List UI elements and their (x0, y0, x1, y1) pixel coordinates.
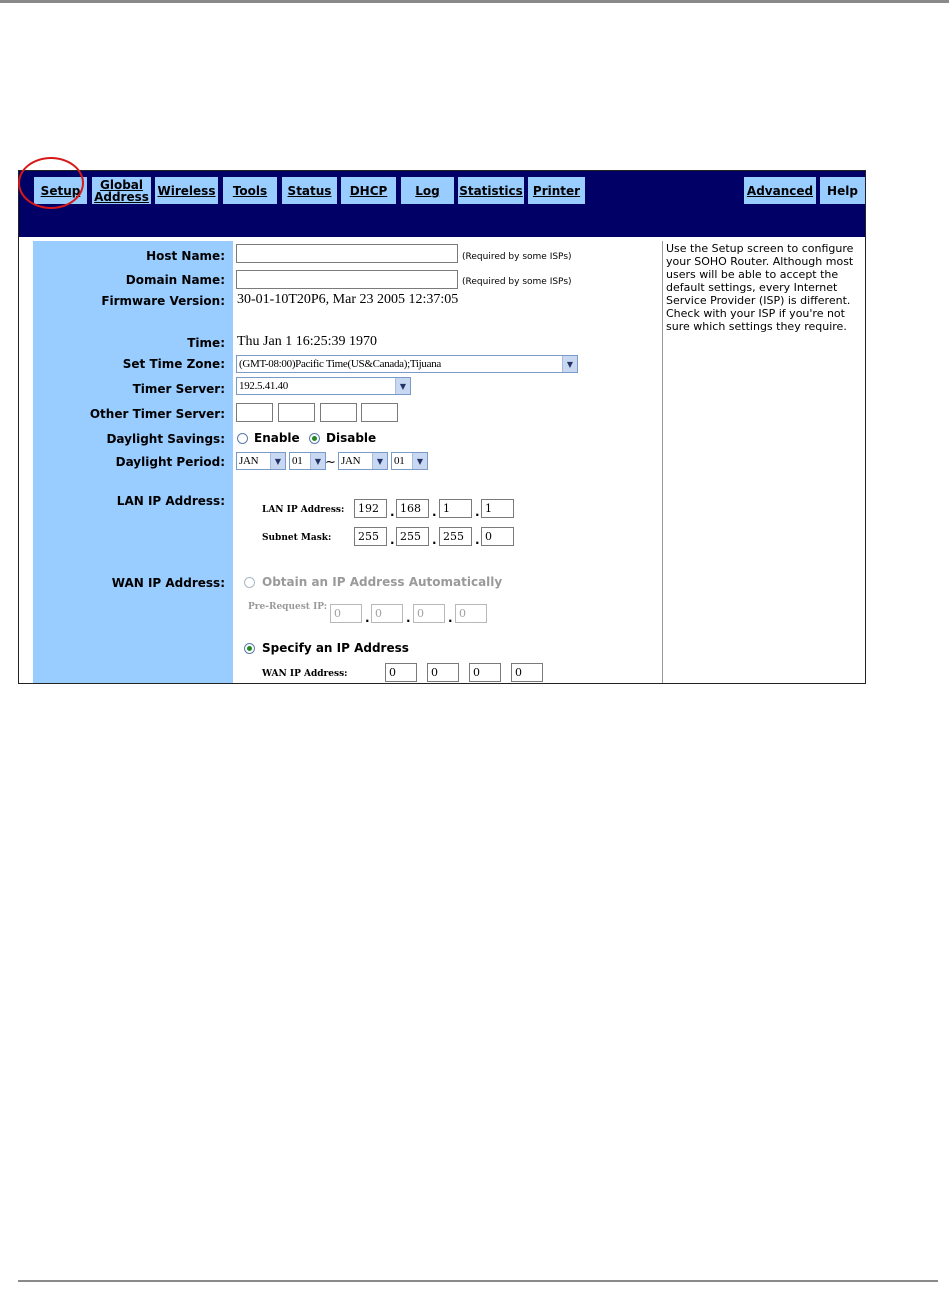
subnet-mask-octet-3[interactable] (439, 527, 472, 546)
tab-wireless-label: Wireless (157, 183, 216, 198)
daylight-start-month-select[interactable] (236, 452, 286, 470)
subnet-mask-sublabel: Subnet Mask: (262, 533, 332, 543)
tab-statistics-label: Statistics (459, 183, 523, 198)
timer-server-value: 192.5.41.40 (239, 380, 288, 392)
daylight-savings-label: Daylight Savings: (106, 432, 225, 446)
daylight-start-day-select[interactable] (289, 452, 326, 470)
tab-wireless[interactable] (155, 177, 218, 204)
subnet-mask-octet-4[interactable] (481, 527, 514, 546)
obtain-ip-auto-radio[interactable] (244, 577, 255, 588)
tab-advanced[interactable] (744, 177, 816, 204)
daylight-disable-radio[interactable] (309, 433, 320, 444)
tab-global-address-line2: Address (94, 189, 149, 204)
help-panel-text: Use the Setup screen to configure your SOHO Router. Although most users will be able to accept the default settings, every Internet Service Provider (ISP) is different. Check with your ISP if you're not sure which settings they require. (666, 242, 854, 333)
lan-ip-octet-2[interactable] (396, 499, 429, 518)
navigation-bar (19, 171, 865, 237)
ip-dot: . (390, 533, 395, 547)
ip-dot: . (432, 505, 437, 519)
time-label: Time: (187, 336, 225, 350)
pre-request-ip-octet-4[interactable] (455, 604, 487, 623)
lan-ip-sublabel: LAN IP Address: (262, 505, 345, 515)
top-rule (0, 0, 949, 3)
time-zone-label: Set Time Zone: (122, 357, 225, 371)
time-zone-select[interactable] (236, 355, 578, 373)
firmware-version-label: Firmware Version: (101, 294, 225, 308)
specify-ip-radio[interactable] (244, 643, 255, 654)
daylight-start-month-value: JAN (239, 455, 259, 467)
ip-dot: . (475, 505, 480, 519)
tab-dhcp-label: DHCP (349, 183, 388, 198)
pre-request-ip-octet-2[interactable] (371, 604, 403, 623)
tab-tools[interactable] (223, 177, 277, 204)
tab-advanced-label: Advanced (746, 183, 814, 198)
tab-global-address[interactable] (92, 177, 151, 204)
ip-dot: . (448, 611, 453, 625)
chevron-down-icon: ▼ (270, 453, 285, 469)
label-column (33, 241, 233, 684)
router-setup-window (18, 170, 866, 684)
tab-setup[interactable] (34, 177, 87, 204)
tab-log[interactable] (401, 177, 454, 204)
ip-dot: . (365, 611, 370, 625)
daylight-enable-label: Enable (254, 431, 300, 445)
tab-global-address-line1: Global (99, 177, 143, 192)
other-timer-server-octet-2[interactable] (278, 403, 315, 422)
wan-ip-octet-3[interactable] (469, 663, 501, 682)
domain-name-input[interactable] (236, 270, 458, 289)
wan-ip-sublabel: WAN IP Address: (262, 669, 348, 679)
daylight-enable-radio[interactable] (237, 433, 248, 444)
lan-ip-octet-4[interactable] (481, 499, 514, 518)
chevron-down-icon: ▼ (395, 378, 410, 394)
subnet-mask-octet-1[interactable] (354, 527, 387, 546)
daylight-start-day-value: 01 (292, 455, 303, 467)
wan-ip-octet-1[interactable] (385, 663, 417, 682)
tab-printer[interactable] (528, 177, 585, 204)
specify-ip-label: Specify an IP Address (262, 641, 409, 655)
tab-tools-label: Tools (232, 183, 268, 198)
tab-statistics[interactable] (458, 177, 524, 204)
wan-ip-address-label: WAN IP Address: (111, 576, 225, 590)
pre-request-ip-label: Pre-Request IP: (248, 602, 328, 612)
daylight-end-day-value: 01 (394, 455, 405, 467)
timer-server-label: Timer Server: (132, 382, 225, 396)
tab-printer-label: Printer (532, 183, 581, 198)
help-divider (662, 241, 663, 684)
domain-name-note: (Required by some ISPs) (462, 277, 572, 287)
time-zone-value: (GMT-08:00)Pacific Time(US&Canada);Tijuana (239, 358, 441, 370)
pre-request-ip-octet-3[interactable] (413, 604, 445, 623)
tab-log-label: Log (415, 183, 440, 198)
subnet-mask-octet-2[interactable] (396, 527, 429, 546)
ip-dot: . (390, 505, 395, 519)
chevron-down-icon: ▼ (372, 453, 387, 469)
wan-ip-octet-4[interactable] (511, 663, 543, 682)
other-timer-server-octet-1[interactable] (236, 403, 273, 422)
host-name-note: (Required by some ISPs) (462, 252, 572, 262)
tab-status[interactable] (282, 177, 337, 204)
wan-ip-octet-2[interactable] (427, 663, 459, 682)
ip-dot: . (406, 611, 411, 625)
ip-dot: . (475, 533, 480, 547)
lan-ip-octet-3[interactable] (439, 499, 472, 518)
other-timer-server-octet-3[interactable] (320, 403, 357, 422)
tab-setup-label: Setup (40, 183, 81, 198)
tab-status-label: Status (287, 183, 332, 198)
host-name-label: Host Name: (146, 249, 225, 263)
time-value: Thu Jan 1 16:25:39 1970 (237, 334, 377, 349)
period-separator: ~ (325, 455, 336, 470)
other-timer-server-octet-4[interactable] (361, 403, 398, 422)
daylight-end-month-value: JAN (341, 455, 361, 467)
domain-name-label: Domain Name: (125, 273, 225, 287)
bottom-rule (18, 1280, 938, 1282)
pre-request-ip-octet-1[interactable] (330, 604, 362, 623)
ip-dot: . (432, 533, 437, 547)
daylight-period-label: Daylight Period: (115, 455, 225, 469)
daylight-end-month-select[interactable] (338, 452, 388, 470)
timer-server-select[interactable] (236, 377, 411, 395)
daylight-end-day-select[interactable] (391, 452, 428, 470)
tab-dhcp[interactable] (341, 177, 396, 204)
lan-ip-address-label: LAN IP Address: (116, 494, 225, 508)
firmware-version-value: 30-01-10T20P6, Mar 23 2005 12:37:05 (237, 292, 459, 307)
chevron-down-icon: ▼ (310, 453, 325, 469)
daylight-disable-label: Disable (326, 431, 377, 445)
other-timer-server-label: Other Timer Server: (89, 407, 225, 421)
tab-help-label: Help (827, 183, 858, 198)
lan-ip-octet-1[interactable] (354, 499, 387, 518)
obtain-ip-auto-label: Obtain an IP Address Automatically (262, 575, 503, 589)
tab-help[interactable] (820, 177, 865, 204)
chevron-down-icon: ▼ (562, 356, 577, 372)
host-name-input[interactable] (236, 244, 458, 263)
chevron-down-icon: ▼ (412, 453, 427, 469)
